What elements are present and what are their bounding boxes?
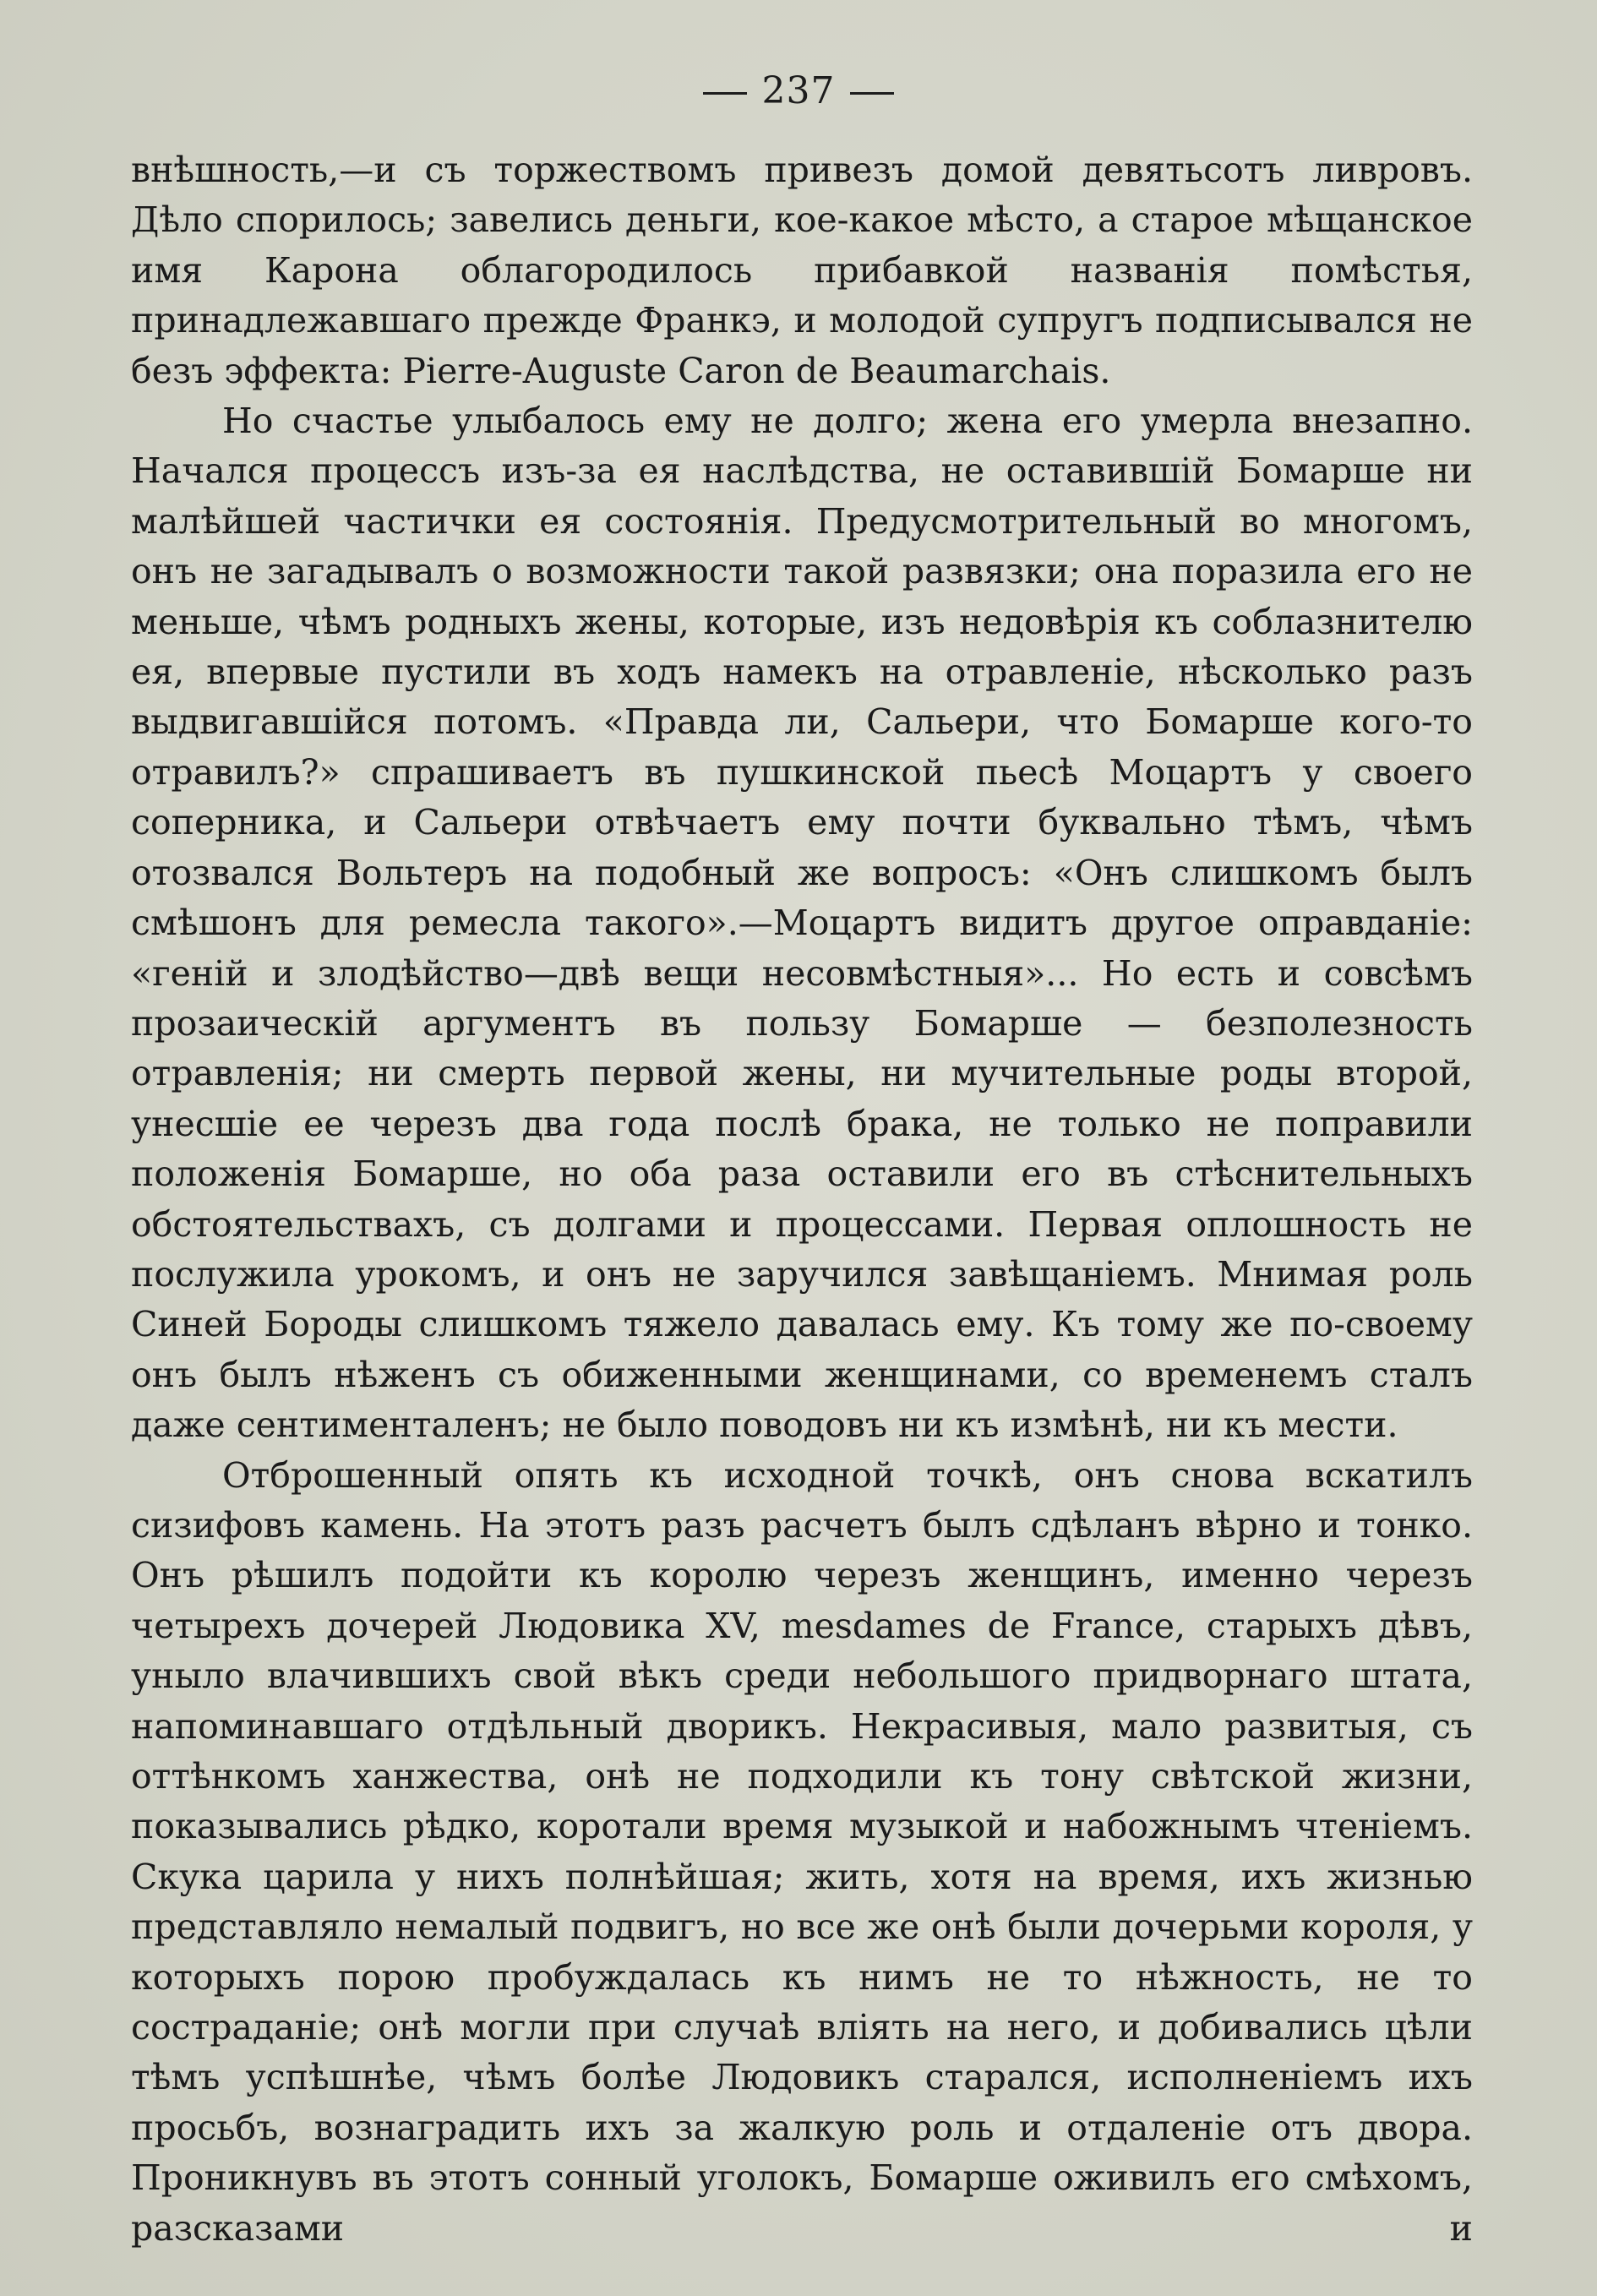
paragraph-continuation: внѣшность,—и съ торжествомъ привезъ домой девятьсотъ ливровъ. Дѣло спорилось; завелись деньги, кое-какое мѣсто, а старое мѣщанское имя Карона облагородилось прибавкой названія помѣстья, принадлежавшаго прежде Франкэ, и молодой супругъ подписывался не безъ эффекта: Pierre-Auguste Caron de Beaumarchais. bbox=[131, 150, 1473, 391]
paragraph: Отброшенный опять къ исходной точкѣ, онъ снова вскатилъ сизифовъ камень. На этотъ разъ расчетъ былъ сдѣланъ вѣрно и тонко. Онъ рѣшилъ подойти къ королю черезъ женщинъ, именно черезъ четырехъ дочерей Людовика XV, mesdames de France, старыхъ дѣвъ, уныло влачившихъ свой вѣкъ среди небольшого придворнаго штата, напоминавшаго отдѣльный дворикъ. Некрасивыя, мало развитыя, съ оттѣнкомъ ханжества, онѣ не подходили къ тону свѣтской жизни, показывались рѣдко, коротали время музыкой и набожнымъ чтеніемъ. Скука царила у нихъ полнѣйшая; жить, хотя на время, ихъ жизнью представляло немалый подвигъ, но все же онѣ были дочерьми короля, у которыхъ порою пробуждалась къ нимъ не то нѣжность, не то состраданіе; онѣ могли при случаѣ вліять на него, и добивались цѣли тѣмъ успѣшнѣе, чѣмъ болѣе Людовикъ старался, исполненіемъ ихъ просьбъ, вознаградить ихъ за жалкую роль и отдаленіе отъ двора. Проникнувъ въ этотъ сонный уголокъ, Бомарше оживилъ его смѣхомъ, разсказами и bbox=[131, 1454, 1473, 2249]
page-number-left-dash bbox=[703, 92, 747, 95]
page-number bbox=[0, 69, 1597, 112]
paragraph: Но счастье улыбалось ему не долго; жена его умерла внезапно. Начался процессъ изъ-за ея наслѣдства, не оставившій Бомарше ни малѣйшей частички ея состоянія. Предусмотрительный во многомъ, онъ не загадывалъ о возможности такой развязки; она поразила его не меньше, чѣмъ родныхъ жены, которые, изъ недовѣрія къ соблазнителю ея, впервые пустили въ ходъ намекъ на отравленіе, нѣсколько разъ выдвигавшійся потомъ. «Правда ли, Сальери, что Бомарше кого-то отравилъ?» спрашиваетъ въ пушкинской пьесѣ Моцартъ у своего соперника, и Сальери отвѣчаетъ ему почти буквально тѣмъ, чѣмъ отозвался Вольтеръ на подобный же вопросъ: «Онъ слишкомъ былъ смѣшонъ для ремесла такого».—Моцартъ видитъ другое оправданіе: «геній и злодѣйство—двѣ вещи несовмѣстныя»... Но есть и совсѣмъ прозаическій аргументъ въ пользу Бомарше — безполезность отравленія; ни смерть первой жены, ни мучительные роды второй, унесшіе ее черезъ два года послѣ брака, не только не поправили положенія Бомарше, но оба раза оставили его въ стѣснительныхъ обстоятельствахъ, съ долгами и процессами. Первая оплошность не послужила урокомъ, и онъ не заручился завѣщаніемъ. Мнимая роль Синей Бороды слишкомъ тяжело давалась ему. Къ тому же по-своему онъ былъ нѣженъ съ обиженными женщинами, со временемъ сталъ даже сентименталенъ; не было поводовъ ни къ измѣнѣ, ни къ мести. bbox=[131, 401, 1473, 1446]
page-number-right-dash bbox=[850, 92, 894, 95]
body-text bbox=[131, 145, 1473, 2254]
page-number-value: 237 bbox=[761, 69, 836, 112]
